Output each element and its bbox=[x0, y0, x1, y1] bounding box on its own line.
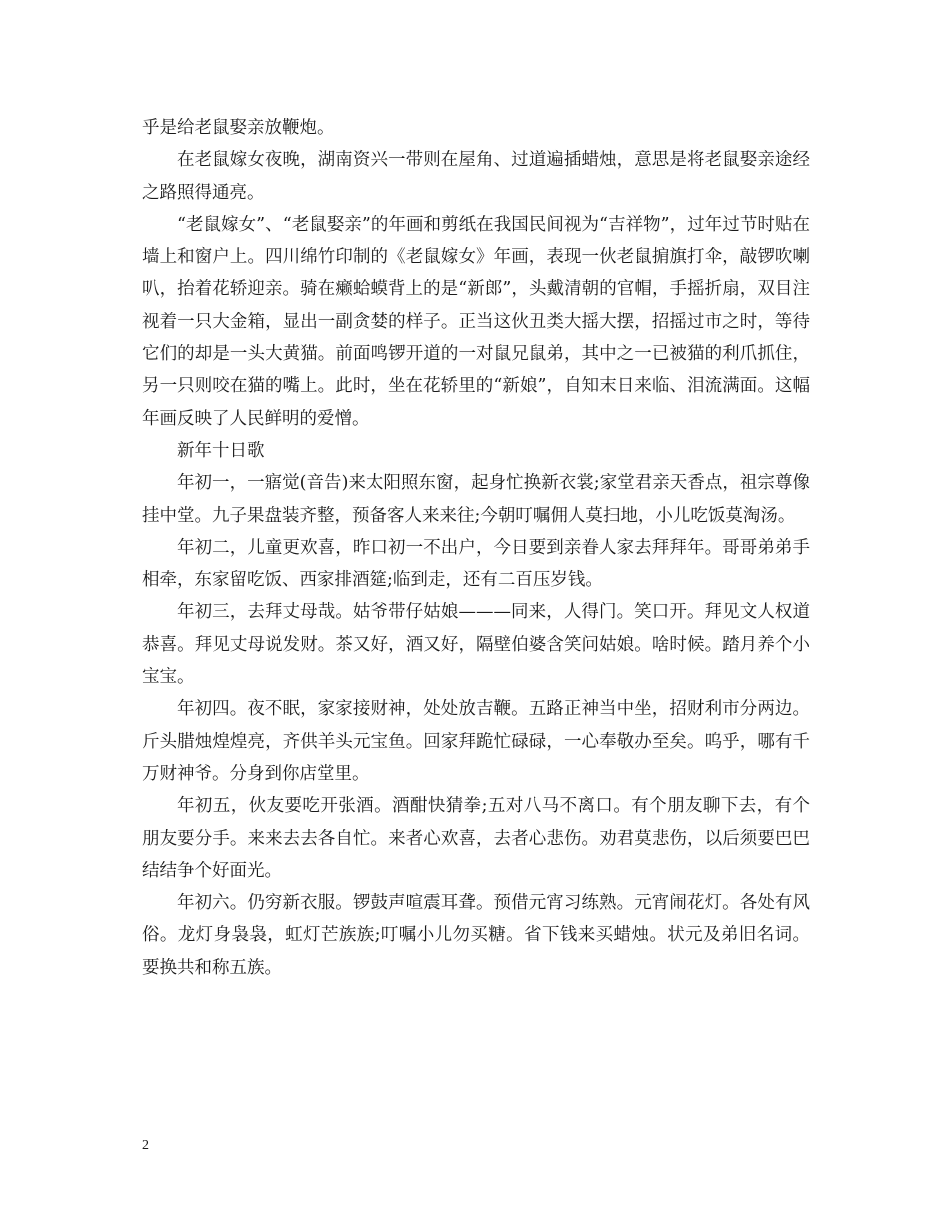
body-text bbox=[142, 112, 810, 984]
paragraph-day-1: 年初一，一寤觉(音告)来太阳照东窗，起身忙换新衣裳;家堂君亲天香点，祖宗尊像挂中堂。九子果盘装齐整，预备客人来来往;今朝叮嘱佣人莫扫地，小儿吃饭莫淘汤。 bbox=[142, 473, 810, 526]
paragraph-new-year-painting: “老鼠嫁女”、“老鼠娶亲”的年画和剪纸在我国民间视为“吉祥物”，过年过节时贴在墙上和窗户上。四川绵竹印制的《老鼠嫁女》年画，表现一伙老鼠掮旗打伞，敲锣吹喇叭，抬着花轿迎亲。骑在癞蛤蟆背上的是“新郎”，头戴清朝的官帽，手摇折扇，双目注视着一只大金箱，显出一副贪婪的样子。正当这伙丑类大摇大摆，招摇过市之时，等待它们的却是一头大黄猫。前面鸣锣开道的一对鼠兄鼠弟，其中之一已被猫的利爪抓住，另一只则咬在猫的嘴上。此时，坐在花轿里的“新娘”，自知末日来临、泪流满面。这幅年画反映了人民鲜明的爱憎。 bbox=[142, 214, 810, 429]
paragraph-day-6: 年初六。仍穷新衣服。锣鼓声喧震耳聋。预借元宵习练熟。元宵闹花灯。各处有风俗。龙灯身袅袅，虹灯芒族族;叮嘱小儿勿买糖。省下钱来买蜡烛。状元及弟旧名词。要换共和称五族。 bbox=[142, 893, 810, 978]
paragraph-day-4: 年初四。夜不眠，家家接财神，处处放吉鞭。五路正神当中坐，招财利市分两边。斤头腊烛煌煌亮，齐供羊头元宝鱼。回家拜跪忙碌碌，一心奉敬办至矣。呜乎，哪有千万财神爷。分身到你店堂里。 bbox=[142, 699, 810, 784]
paragraph-continuation: 乎是给老鼠娶亲放鞭炮。 bbox=[142, 118, 335, 138]
paragraph-day-3: 年初三，去拜丈母哉。姑爷带仔姑娘———同来，人得门。笑口开。拜见文人权道恭喜。拜见丈母说发财。茶又好，酒又好，隔壁伯婆含笑问姑娘。啥时候。踏月养个小宝宝。 bbox=[142, 602, 810, 688]
paragraph-day-5: 年初五，伙友要吃开张酒。酒酣快猜拳;五对八马不离口。有个朋友聊下去，有个朋友要分手。来来去去各自忙。来者心欢喜，去者心悲伤。劝君莫悲伤，以后须要巴巴结结争个好面光。 bbox=[142, 796, 810, 881]
paragraph-day-2: 年初二，儿童更欢喜，昨口初一不出户，今日要到亲眷人家去拜拜年。哥哥弟弟手相牵，东家留吃饭、西家排酒筵;临到走，还有二百压岁钱。 bbox=[142, 537, 810, 591]
page-number: 2 bbox=[142, 1138, 149, 1153]
paragraph-candles: 在老鼠嫁女夜晚，湖南资兴一带则在屋角、过道遍插蜡烛，意思是将老鼠娶亲途经之路照得通亮。 bbox=[142, 150, 810, 203]
song-title: 新年十日歌 bbox=[177, 440, 265, 461]
